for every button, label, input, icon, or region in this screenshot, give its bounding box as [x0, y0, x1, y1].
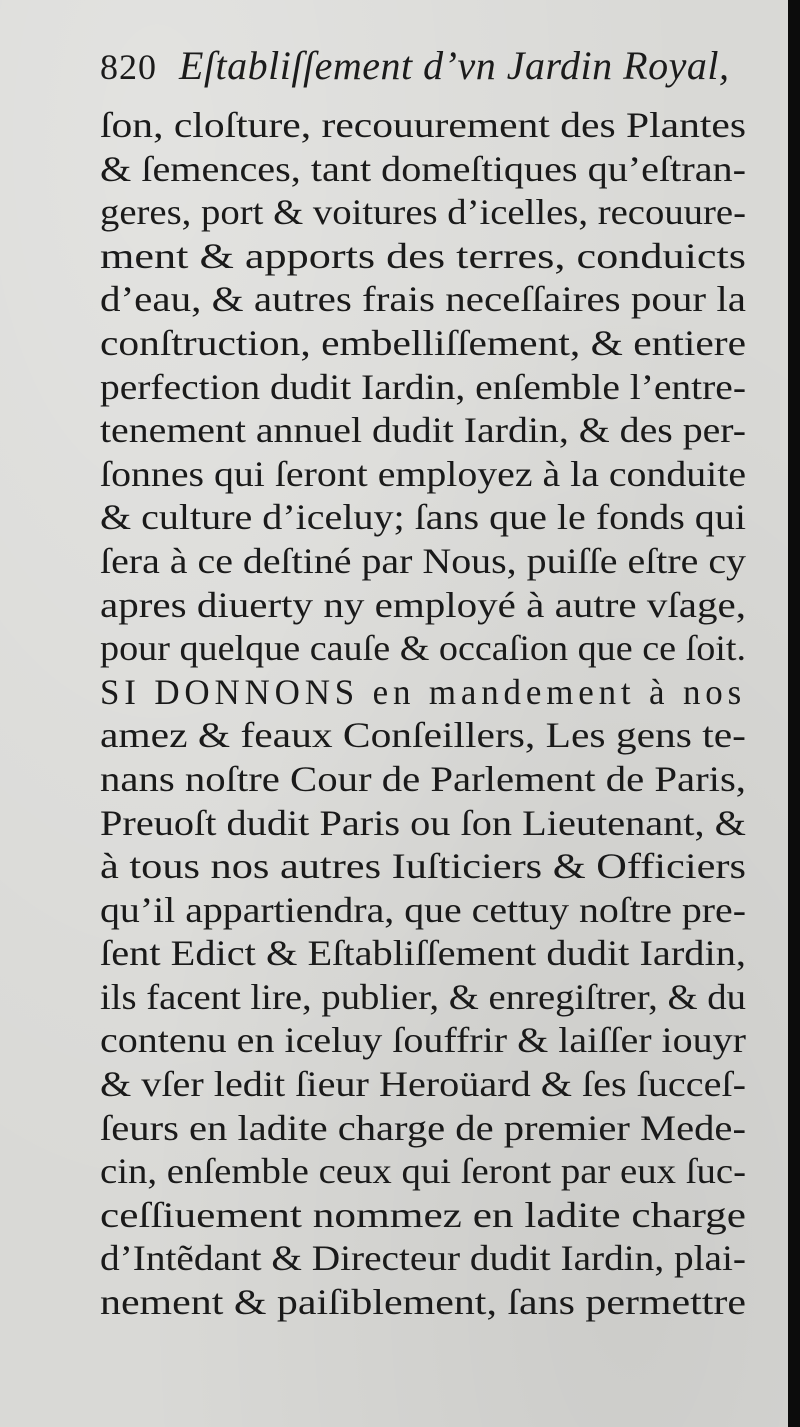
page-header: [100, 42, 780, 106]
text-line: Preuoſt dudit Paris ou ſon Lieutenant, &: [100, 802, 746, 843]
text-line: ſon, cloſture, recouurement des Plantes: [100, 105, 746, 145]
text-line: & ſemences, tant domeſtiques qu’eſtran-: [100, 148, 747, 189]
text-line: & culture d’iceluy; ſans que le fonds qui: [100, 497, 746, 538]
text-line: d’eau, & autres frais neceſſaires pour la: [100, 279, 746, 320]
text-line: ſera à ce deſtiné par Nous, puiſſe eſtre cy: [100, 540, 747, 581]
text-line: & vſer ledit ſieur Heroüard & ſes ſucceſ-: [100, 1064, 746, 1105]
page-number: 820: [100, 47, 157, 87]
text-line: amez & feaux Conſeillers, Les gens te-: [100, 715, 746, 756]
text-line: SI DONNONS en mandement à nos: [100, 671, 747, 712]
text-line: ceſſiuement nommez en ladite charge: [100, 1194, 746, 1235]
text-line: pour quelque cauſe & occaſion que ce ſoit.: [100, 628, 747, 669]
text-line: apres diuerty ny employé à autre vſage,: [100, 584, 747, 625]
text-line: cin, enſemble ceux qui ſeront par eux ſuc-: [100, 1151, 747, 1192]
text-line: nement & paiſiblement, ſans permettre: [100, 1282, 746, 1323]
text-line: d’Intẽdant & Directeur dudit Iardin, plai-: [100, 1238, 747, 1279]
body-text: [100, 104, 746, 1325]
text-line: ment & apports des terres, conduicts: [100, 235, 746, 276]
text-line: ils facent lire, publier, & enregiſtrer, & du: [100, 976, 746, 1017]
text-line: qu’il appartiendra, que cettuy noſtre pre-: [100, 889, 746, 930]
running-title: Eſtabliſſement d’vn Jardin Royal,: [179, 43, 730, 88]
text-line: à tous nos autres Iuſticiers & Officiers: [100, 846, 746, 887]
text-line: geres, port & voitures d’icelles, recouure-: [100, 192, 747, 233]
scan-edge-shadow: [788, 0, 800, 1427]
text-line: conſtruction, embelliſſement, & entiere: [100, 322, 746, 363]
text-line: tenement annuel dudit Iardin, & des per-: [100, 410, 747, 451]
text-line: ſent Edict & Eſtabliſſement dudit Iardin,: [100, 933, 746, 974]
text-line: perfection dudit Iardin, enſemble l’entre-: [100, 366, 746, 407]
text-line: nans noſtre Cour de Parlement de Paris,: [100, 758, 747, 799]
text-line: ſeurs en ladite charge de premier Mede-: [100, 1107, 746, 1148]
text-line: ſonnes qui ſeront employez à la conduite: [100, 453, 747, 494]
text-line: contenu en iceluy ſouffrir & laiſſer iouyr: [100, 1020, 747, 1061]
